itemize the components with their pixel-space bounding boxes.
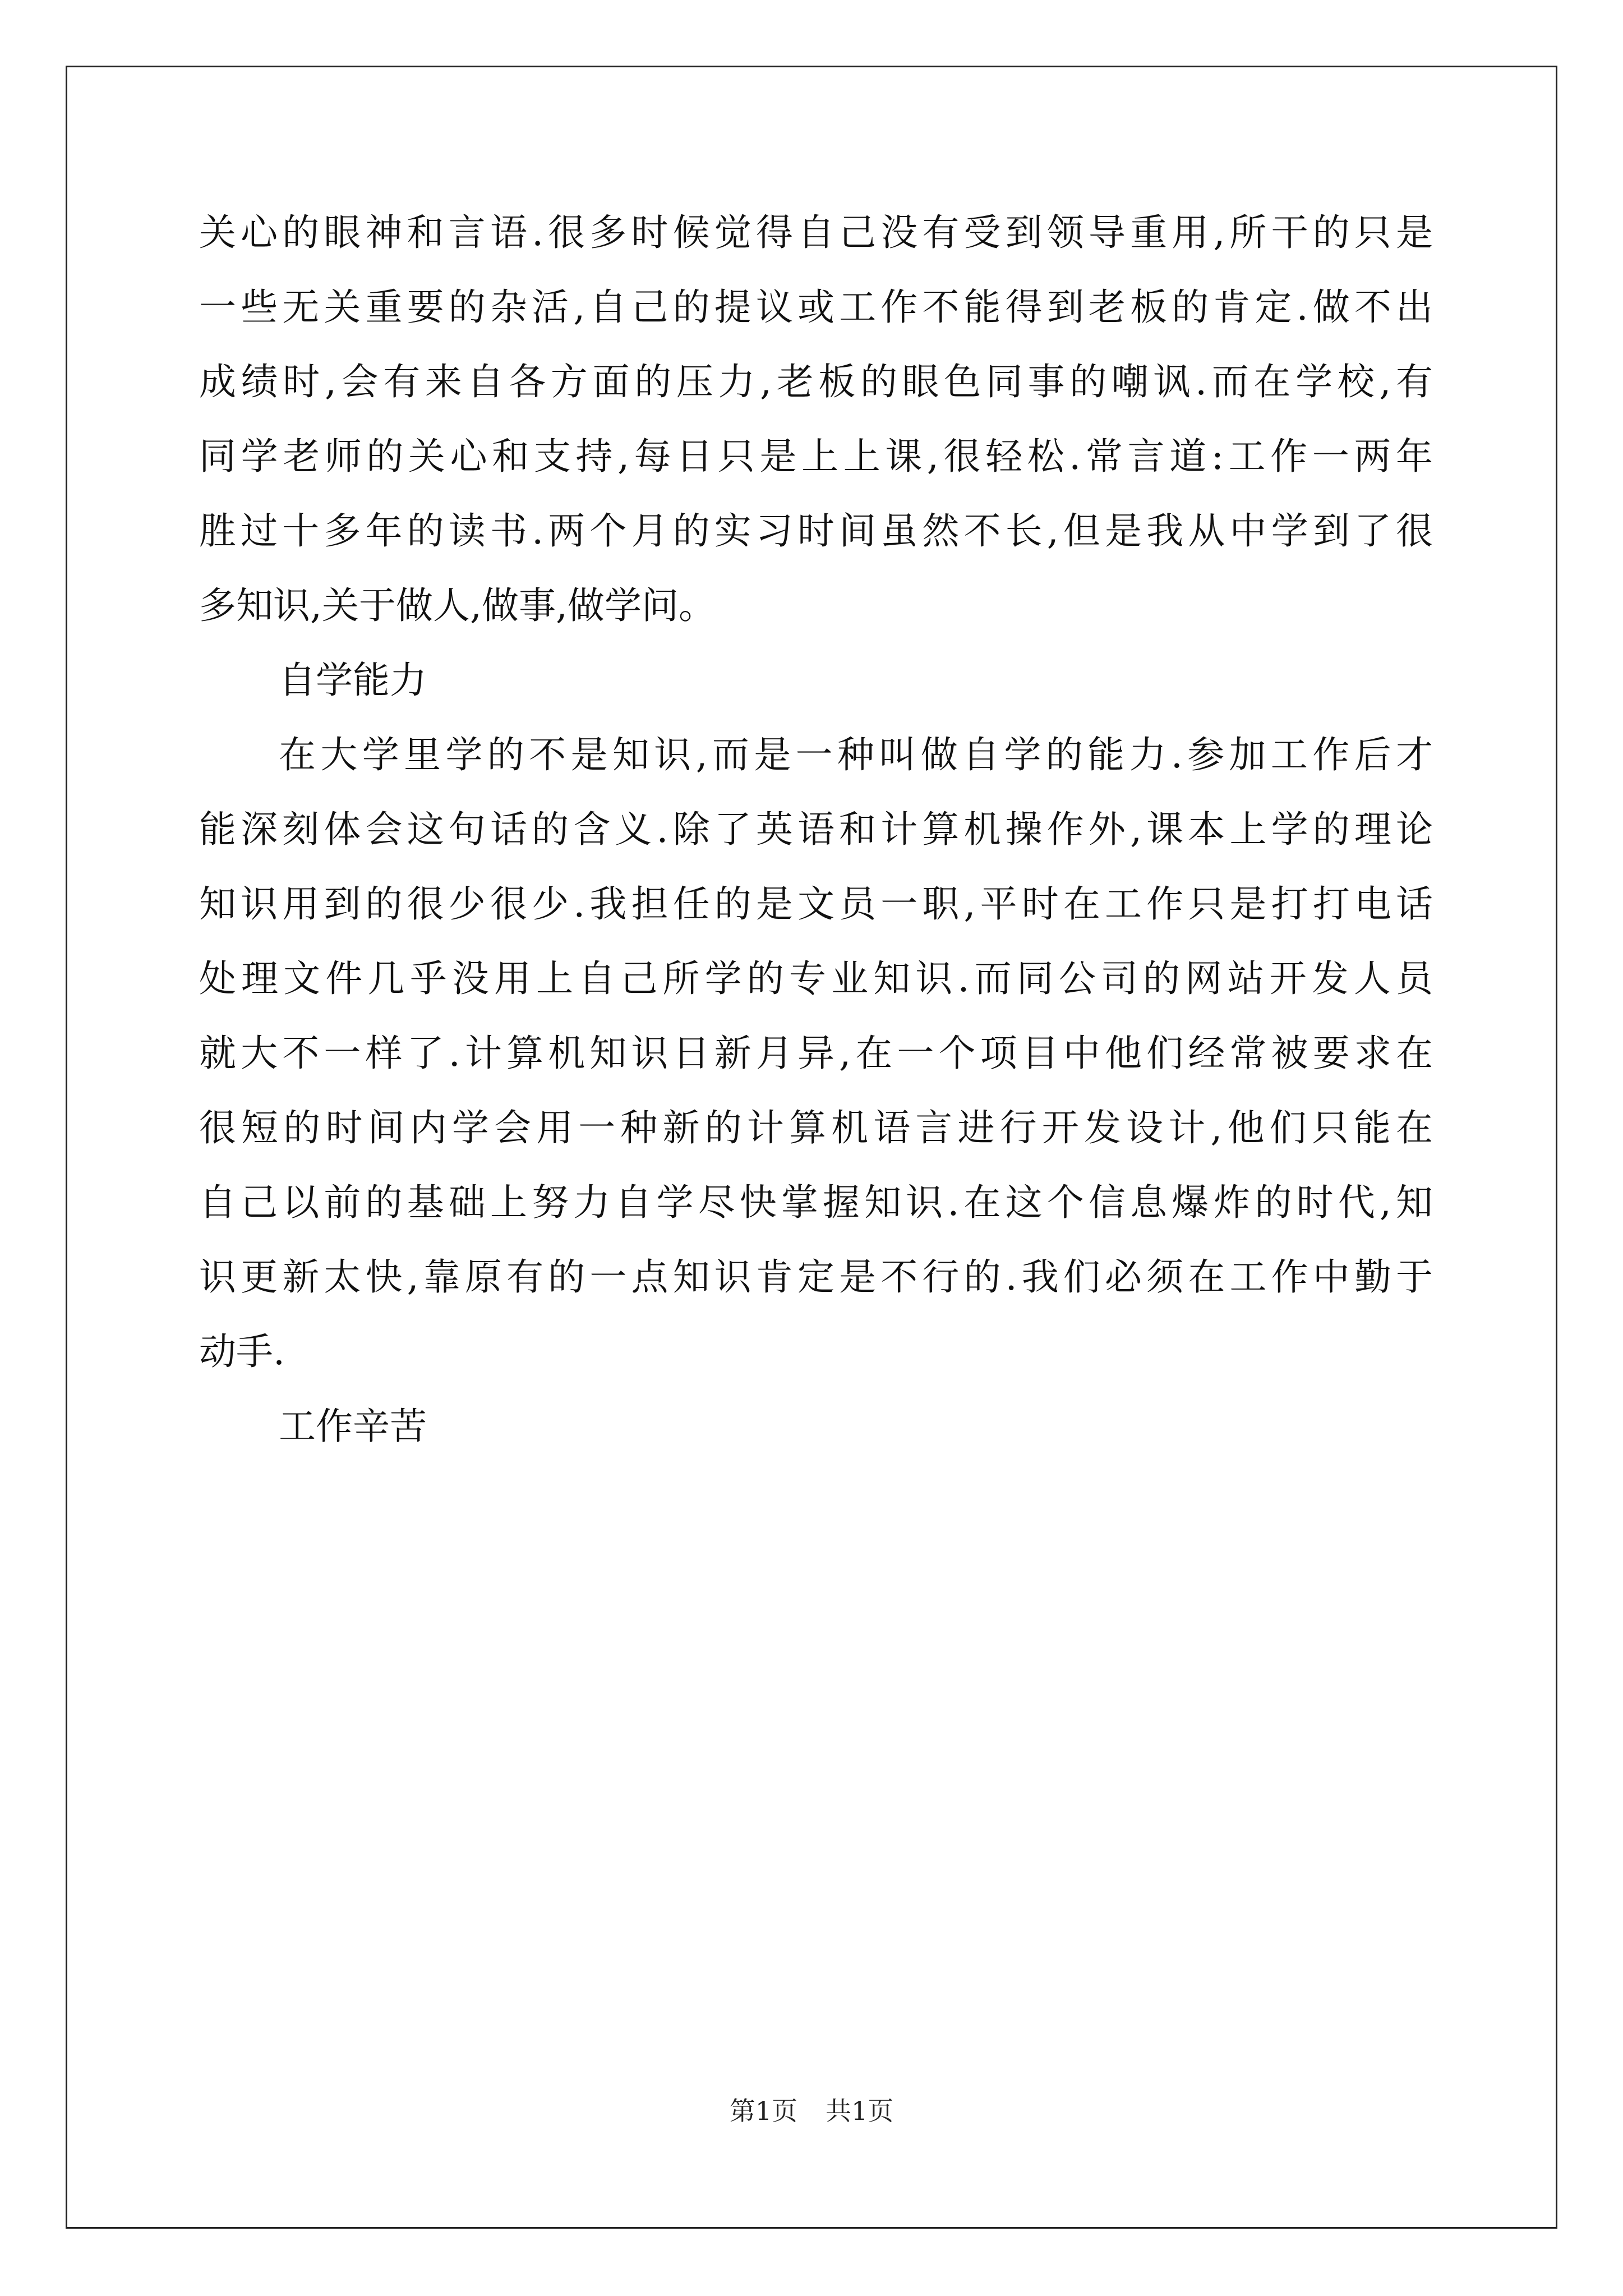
- section-heading: 自学能力: [279, 659, 427, 702]
- text-line: 在大学里学的不是知识,而是一种叫做自学的能力.参加工作后才: [279, 733, 1433, 776]
- text-line: 识更新太快,靠原有的一点知识肯定是不行的.我们必须在工作中勤于: [199, 1255, 1433, 1299]
- text-line: 处理文件几乎没用上自己所学的专业知识.而同公司的网站开发人员: [199, 957, 1433, 1000]
- text-line: 很短的时间内学会用一种新的计算机语言进行开发设计,他们只能在: [199, 1106, 1433, 1149]
- page-footer: [0, 2095, 1623, 2127]
- text-line: 关心的眼神和言语.很多时候觉得自己没有受到领导重用,所干的只是: [199, 211, 1433, 254]
- text-line: 成绩时,会有来自各方面的压力,老板的眼色同事的嘲讽.而在学校,有: [199, 360, 1433, 403]
- page-number-current: 第1页: [729, 2096, 797, 2126]
- text-line: 能深刻体会这句话的含义.除了英语和计算机操作外,课本上学的理论: [199, 808, 1433, 851]
- text-line: 就大不一样了.计算机知识日新月异,在一个项目中他们经常被要求在: [199, 1032, 1433, 1075]
- section-heading: 工作辛苦: [279, 1405, 427, 1448]
- text-line: 同学老师的关心和支持,每日只是上上课,很轻松.常言道:工作一两年: [199, 435, 1433, 478]
- text-line: 自己以前的基础上努力自学尽快掌握知识.在这个信息爆炸的时代,知: [199, 1181, 1433, 1224]
- text-line: 动手.: [199, 1330, 285, 1373]
- text-line: 多知识,关于做人,做事,做学问。: [199, 584, 716, 627]
- text-line: 胜过十多年的读书.两个月的实习时间虽然不长,但是我从中学到了很: [199, 509, 1433, 553]
- text-line: 一些无关重要的杂活,自己的提议或工作不能得到老板的肯定.做不出: [199, 286, 1433, 329]
- text-line: 知识用到的很少很少.我担任的是文员一职,平时在工作只是打打电话: [199, 882, 1433, 926]
- page-number-total: 共1页: [826, 2096, 894, 2126]
